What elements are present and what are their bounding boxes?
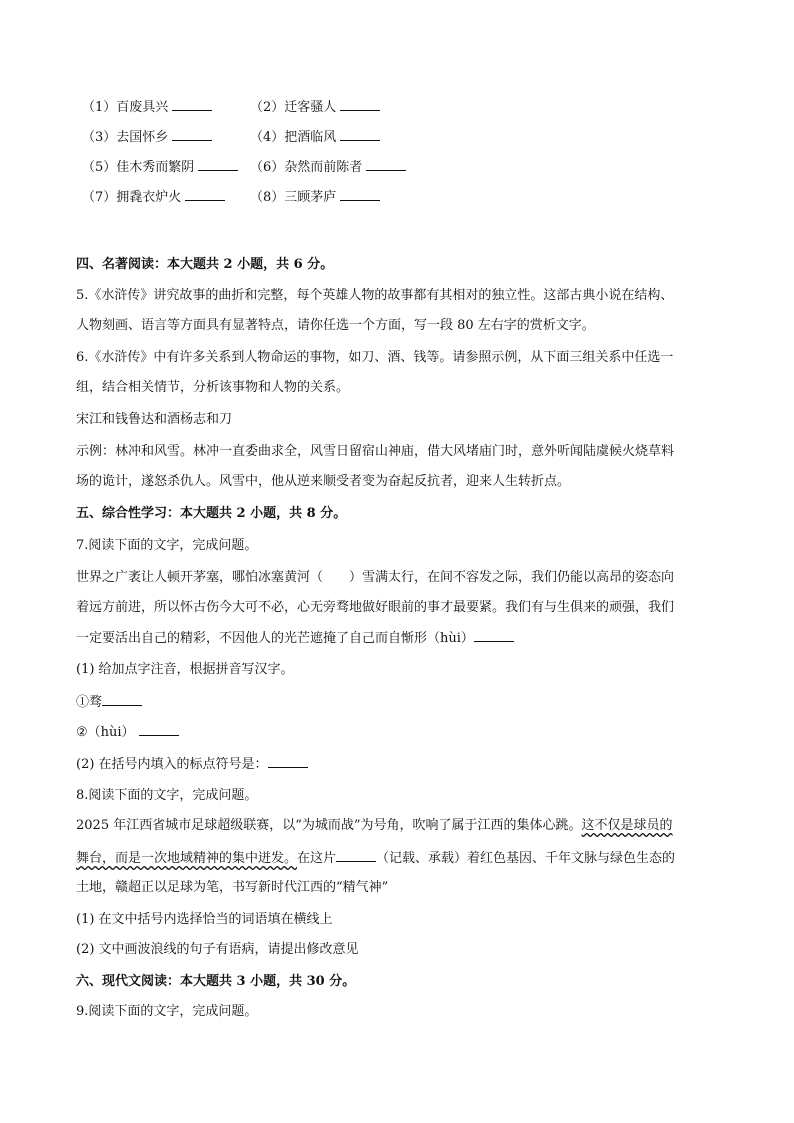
question-6-options: 宋江和钱鲁达和酒杨志和刀 [76, 412, 233, 427]
idiom-list [82, 96, 418, 216]
passage-line: 着远方前进，所以怀古伤今大可不必，心无旁骛地做好眼前的事才最要紧。我们有与生俱来的顽强，我们 [76, 600, 675, 615]
passage-line: 一定要活出自己的精彩，不因他人的光芒遮掩了自己而自惭形（hùi） [76, 629, 514, 648]
question-5-line: 人物刻画、语言等方面具有显著特点，请你任选一个方面，写一段 80 左右字的赏析文字。 [76, 318, 595, 333]
answer-blank[interactable] [185, 186, 225, 201]
section-5-heading: 五、综合性学习：本大题共 2 小题，共 8 分。 [76, 506, 347, 521]
answer-blank[interactable] [102, 693, 142, 706]
section-6-heading: 六、现代文阅读：本大题共 3 小题，共 30 分。 [76, 974, 356, 989]
idiom-item: （6）杂然而前陈者 [250, 156, 418, 179]
answer-blank[interactable] [340, 186, 380, 201]
idiom-row [82, 96, 418, 126]
question-6-line: 6.《水浒传》中有许多关系到人物命运的事物，如刀、酒、钱等。请参照示例，从下面三组关系中任选一 [76, 350, 674, 365]
idiom-row [82, 156, 418, 186]
example-line: 场的诡计，遂怒杀仇人。风雪中，他从逆来顺受者变为奋起反抗者，迎来人生转折点。 [76, 474, 571, 489]
idiom-item: （5）佳木秀而繁阴 [82, 156, 250, 179]
idiom-item: （2）迁客骚人 [250, 96, 418, 119]
question-7-sub-2: (2) 在括号内填入的标点符号是： [76, 755, 308, 774]
question-8-title: 8.阅读下面的文字，完成问题。 [76, 788, 258, 803]
passage-line: 世界之广袤让人顿开茅塞，哪怕冰塞黄河（ ）雪满太行，在间不容发之际，我们仍能以高昂的姿态向 [76, 570, 675, 585]
answer-blank[interactable] [340, 126, 380, 141]
question-9-title: 9.阅读下面的文字，完成问题。 [76, 1004, 258, 1019]
wavy-underlined-sentence: 这不仅是球员的 [581, 818, 673, 833]
question-7-sub-1: (1) 给加点字注音，根据拼音写汉字。 [76, 662, 294, 677]
answer-blank[interactable] [172, 96, 212, 111]
example-line: 示例：林冲和风雪。林冲一直委曲求全，风雪日留宿山神庙，借大风堵庙门时，意外听闻陆虞候火烧草料 [76, 444, 675, 459]
idiom-item: （3）去国怀乡 [82, 126, 250, 149]
idiom-item: （1）百废具兴 [82, 96, 250, 119]
question-7-title: 7.阅读下面的文字，完成问题。 [76, 538, 258, 553]
question-8-sub-1: (1) 在文中括号内选择恰当的词语填在横线上 [76, 912, 333, 927]
idiom-row [82, 126, 418, 156]
idiom-item: （7）拥毳衣炉火 [82, 186, 250, 209]
passage-line: 舞台，而是一次地域精神的集中迸发。在这片 （记载、承载）着红色基因、千年文脉与绿色生态的 [76, 851, 676, 866]
idiom-item: （4）把酒临风 [250, 126, 418, 149]
section-4-heading: 四、名著阅读：本大题共 2 小题，共 6 分。 [76, 257, 334, 272]
answer-blank[interactable] [139, 723, 179, 736]
idiom-row [82, 186, 418, 216]
answer-blank[interactable] [198, 156, 238, 171]
answer-blank[interactable] [474, 629, 514, 642]
answer-blank[interactable] [172, 126, 212, 141]
sub-item: ①骛 [76, 693, 142, 712]
answer-blank[interactable] [268, 755, 308, 768]
idiom-item: （8）三顾茅庐 [250, 186, 418, 209]
answer-blank[interactable] [340, 96, 380, 111]
passage-line: 土地，赣超正以足球为笔，书写新时代江西的“精气神” [76, 880, 389, 895]
question-5-line: 5.《水浒传》讲究故事的曲折和完整，每个英雄人物的故事都有其相对的独立性。这部古典小说在结构、 [76, 288, 674, 303]
wavy-underlined-sentence: 舞台，而是一次地域精神的集中迸发。 [76, 851, 298, 866]
answer-blank[interactable] [336, 849, 376, 862]
answer-blank[interactable] [366, 156, 406, 171]
question-8-sub-2: (2) 文中画波浪线的句子有语病，请提出修改意见 [76, 942, 359, 957]
sub-item: ②（hùi） [76, 723, 179, 742]
question-6-line: 组，结合相关情节，分析该事物和人物的关系。 [76, 380, 350, 395]
passage-line: 2025 年江西省城市足球超级联赛，以“为城而战”为号角，吹响了属于江西的集体心跳。这不仅是球员的 [76, 818, 673, 833]
